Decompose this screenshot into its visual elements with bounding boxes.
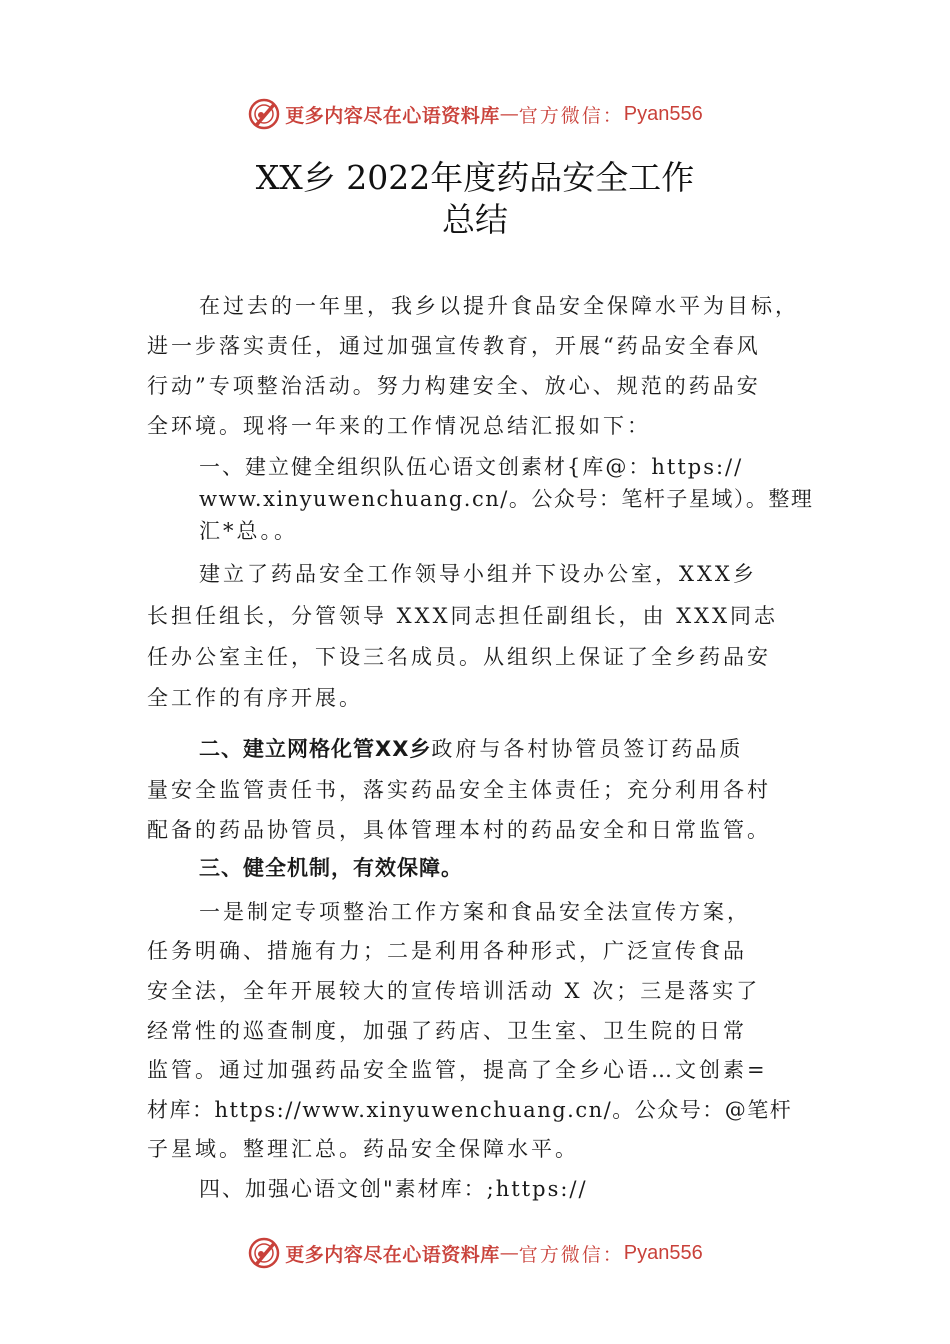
banner-brand-text: 更多内容尽在心语资料库	[285, 104, 500, 127]
document-title-line1: XX乡 2022年度药品安全工作	[255, 158, 695, 197]
header-banner	[0, 94, 950, 134]
section3-body-line: 材库：https://www.xinyuwenchuang.cn/。公众号：@笔杆	[147, 1098, 793, 1122]
section3-heading: 三、健全机制，有效保障。	[199, 856, 463, 880]
section3-body-line: 子星域。整理汇总。药品安全保障水平。	[147, 1137, 579, 1161]
section2-line: 配备的药品协管员，具体管理本村的药品安全和日常监管。	[147, 818, 771, 842]
banner-wechat-id: Pyan556	[623, 1241, 703, 1264]
section2-heading: 二、建立网格化管XX乡	[199, 737, 432, 761]
section1-body-line: 全工作的有序开展。	[147, 686, 363, 710]
intro-line: 在过去的一年里，我乡以提升食品安全保障水平为目标，	[199, 294, 799, 318]
section1-body-line: 建立了药品安全工作领导小组并下设办公室，XXX乡	[199, 562, 757, 586]
document-title-line2: 总结	[442, 200, 508, 239]
section3-body-line: 任务明确、措施有力；二是利用各种形式，广泛宣传食品	[147, 939, 747, 963]
section4-heading: 四、加强心语文创"素材库：;https://	[199, 1177, 588, 1201]
banner-wechat-label: 官方微信：	[518, 104, 624, 127]
section1-heading-line: 汇*总。。	[199, 519, 298, 543]
brand-logo-icon	[247, 1236, 281, 1270]
section1-body-line: 任办公室主任，下设三名成员。从组织上保证了全乡药品安	[147, 645, 771, 669]
section2-line: 量安全监管责任书，落实药品安全主体责任；充分利用各村	[147, 778, 771, 802]
section1-body-line: 长担任组长，分管领导 XXX同志担任副组长，由 XXX同志	[147, 604, 779, 628]
section1-heading-line: www.xinyuwenchuang.cn/。公众号：笔杆子星域）。整理	[199, 487, 814, 511]
banner-dash: —	[499, 103, 519, 125]
section3-body-line: 安全法，全年开展较大的宣传培训活动 X 次；三是落实了	[147, 979, 761, 1003]
section3-body-line: 一是制定专项整治工作方案和食品安全法宣传方案，	[199, 900, 751, 924]
banner-brand-text: 更多内容尽在心语资料库	[285, 1243, 500, 1266]
banner-wechat-id: Pyan556	[623, 102, 703, 125]
intro-line: 全环境。现将一年来的工作情况总结汇报如下：	[147, 414, 651, 438]
footer-banner	[0, 1233, 950, 1273]
section3-body-line: 监管。通过加强药品安全监管，提高了全乡心语…文创素=	[147, 1058, 768, 1082]
section3-body-line: 经常性的巡查制度，加强了药店、卫生室、卫生院的日常	[147, 1019, 747, 1043]
intro-line: 进一步落实责任，通过加强宣传教育，开展“药品安全春风	[147, 334, 761, 358]
intro-line: 行动”专项整治活动。努力构建安全、放心、规范的药品安	[147, 374, 761, 398]
section1-heading-line: 一、建立健全组织队伍心语文创素材{库@：https://	[199, 455, 744, 479]
section2-line: 政府与各村协管员签订药品质	[431, 737, 744, 761]
brand-logo-icon	[247, 97, 281, 131]
banner-wechat-label: 官方微信：	[518, 1243, 624, 1266]
banner-dash: —	[499, 1242, 519, 1264]
